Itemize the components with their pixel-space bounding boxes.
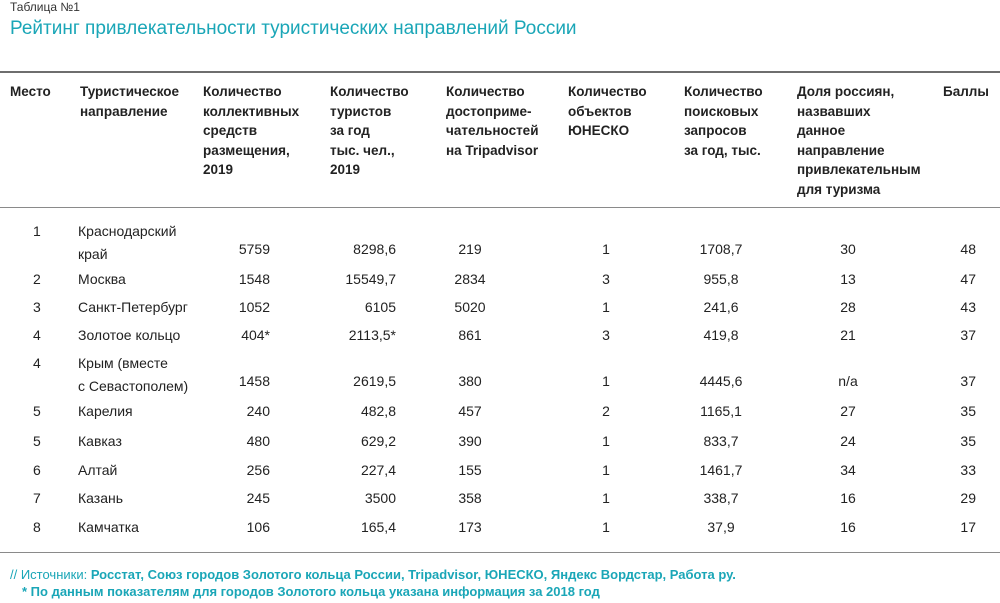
- cell-place: 5: [33, 403, 41, 419]
- sources-line: [10, 567, 736, 582]
- page-title: Рейтинг привлекательности туристических направлений России: [10, 18, 577, 39]
- column-header-line: направление: [80, 103, 168, 119]
- cell-sights: 219: [458, 241, 482, 257]
- column-header-line: 2019: [203, 162, 234, 177]
- destination-line: Москва: [78, 271, 126, 287]
- cell-unesco: 3: [602, 271, 610, 287]
- cell-destination: [78, 430, 122, 453]
- column-header-line: Место: [10, 84, 51, 99]
- column-header-line: данное: [797, 123, 846, 138]
- column-header-place: [10, 82, 51, 102]
- cell-tourists: 6105: [364, 299, 396, 315]
- cell-share: 16: [840, 519, 856, 535]
- cell-destination: [78, 352, 188, 398]
- cell-unesco: 2: [602, 403, 610, 419]
- cell-sights: 358: [458, 490, 482, 506]
- cell-accommodation: 245: [246, 490, 270, 506]
- cell-search: 338,7: [703, 490, 739, 506]
- column-header-line: Количество: [203, 84, 282, 99]
- cell-destination: [78, 268, 126, 291]
- cell-score: 37: [960, 327, 976, 343]
- column-header-line: назвавших: [797, 103, 871, 119]
- sources-list: Росстат, Союз городов Золотого кольца России, Tripadvisor, ЮНЕСКО, Яндекс Вордстар, Работа ру.: [90, 567, 736, 582]
- cell-accommodation: 5759: [238, 241, 270, 257]
- destination-line: Кавказ: [78, 433, 122, 449]
- column-header-line: средств: [203, 123, 258, 138]
- cell-score: 47: [960, 271, 976, 287]
- column-header-score: [943, 82, 989, 102]
- cell-place: 6: [33, 462, 41, 478]
- cell-share: 16: [840, 490, 856, 506]
- destination-line: Крым (вместе: [78, 355, 168, 371]
- cell-search: 1461,7: [699, 462, 743, 478]
- cell-place: 5: [33, 433, 41, 449]
- column-header-search: [684, 82, 763, 160]
- cell-score: 37: [960, 373, 976, 389]
- cell-sights: 155: [458, 462, 482, 478]
- column-header-line: 2019: [330, 162, 361, 177]
- cell-destination: [78, 487, 123, 510]
- column-header-tourists: [330, 82, 409, 180]
- cell-score: 35: [960, 403, 976, 419]
- column-header-line: направление: [797, 142, 885, 158]
- cell-place: 3: [33, 299, 41, 315]
- destination-line: Казань: [78, 490, 124, 506]
- cell-accommodation: 1548: [238, 271, 270, 287]
- cell-tourists: 15549,7: [345, 271, 396, 287]
- destination-line: Карелия: [78, 403, 133, 419]
- cell-search: 1708,7: [699, 241, 743, 257]
- column-header-line: за год, тыс.: [684, 142, 761, 158]
- cell-search: 955,8: [703, 271, 739, 287]
- cell-tourists: 629,2: [360, 433, 396, 449]
- column-header-line: на Tripadvisor: [446, 142, 539, 158]
- cell-tourists: 165,4: [360, 519, 396, 535]
- column-header-line: привлекательным: [797, 162, 921, 177]
- cell-tourists: 3500: [364, 490, 396, 506]
- bottom-divider: [0, 552, 1000, 553]
- cell-sights: 173: [458, 519, 482, 535]
- column-header-unesco: [568, 82, 647, 141]
- cell-destination: [78, 516, 139, 539]
- column-header-share: [797, 82, 921, 199]
- column-header-line: Количество: [684, 84, 763, 99]
- cell-tourists: 8298,6: [353, 241, 396, 257]
- cell-share: 30: [840, 241, 856, 257]
- cell-share: 21: [840, 327, 856, 343]
- cell-accommodation: 106: [246, 519, 270, 535]
- cell-share: n/a: [838, 373, 858, 389]
- column-header-line: Количество: [330, 84, 409, 99]
- cell-share: 34: [840, 462, 856, 478]
- column-header-line: объектов: [568, 103, 632, 119]
- cell-accommodation: 1052: [238, 299, 270, 315]
- cell-accommodation: 480: [246, 433, 270, 449]
- cell-score: 29: [960, 490, 976, 506]
- column-header-line: поисковых: [684, 103, 759, 119]
- cell-place: 7: [33, 490, 41, 506]
- column-header-line: Количество: [568, 84, 647, 99]
- column-header-line: туристов: [330, 103, 392, 119]
- cell-unesco: 3: [602, 327, 610, 343]
- cell-search: 37,9: [707, 519, 735, 535]
- cell-place: 2: [33, 271, 41, 287]
- cell-place: 4: [33, 327, 41, 343]
- column-header-line: Количество: [446, 84, 525, 99]
- footnote: * По данным показателям для городов Золотого кольца указана информация за 2018 год: [22, 584, 600, 599]
- cell-tourists: 482,8: [360, 403, 396, 419]
- column-header-line: чательностей: [446, 123, 539, 138]
- destination-line: Камчатка: [78, 519, 139, 535]
- column-header-line: коллективных: [203, 103, 300, 119]
- cell-tourists: 2619,5: [353, 373, 396, 389]
- cell-search: 241,6: [703, 299, 739, 315]
- column-header-accommodation: [203, 82, 299, 180]
- cell-unesco: 1: [602, 241, 610, 257]
- cell-unesco: 1: [602, 299, 610, 315]
- cell-score: 17: [960, 519, 976, 535]
- cell-sights: 390: [458, 433, 482, 449]
- destination-line: край: [78, 246, 108, 262]
- cell-score: 43: [960, 299, 976, 315]
- column-header-line: размещения,: [203, 142, 290, 158]
- top-divider: [0, 71, 1000, 73]
- cell-accommodation: 240: [246, 403, 270, 419]
- cell-accommodation: 256: [246, 462, 270, 478]
- cell-share: 27: [840, 403, 856, 419]
- cell-score: 35: [960, 433, 976, 449]
- cell-tourists: 227,4: [360, 462, 396, 478]
- cell-destination: [78, 324, 180, 347]
- cell-unesco: 1: [602, 433, 610, 449]
- table-number-label: Таблица №1: [10, 0, 80, 14]
- cell-share: 28: [840, 299, 856, 315]
- column-header-line: запросов: [684, 123, 747, 138]
- column-header-line: за год: [330, 123, 370, 138]
- column-header-name: [80, 82, 179, 121]
- cell-search: 833,7: [703, 433, 739, 449]
- cell-sights: 380: [458, 373, 482, 389]
- cell-accommodation: 1458: [238, 373, 270, 389]
- cell-destination: [78, 220, 176, 266]
- cell-place: 1: [33, 223, 41, 239]
- cell-sights: 861: [458, 327, 482, 343]
- cell-share: 13: [840, 271, 856, 287]
- destination-line: Золотое кольцо: [78, 327, 181, 343]
- cell-score: 48: [960, 241, 976, 257]
- cell-unesco: 1: [602, 490, 610, 506]
- column-header-sights: [446, 82, 539, 160]
- column-header-line: Доля россиян,: [797, 84, 895, 99]
- cell-destination: [78, 296, 188, 319]
- cell-unesco: 1: [602, 519, 610, 535]
- destination-line: Краснодарский: [78, 223, 177, 239]
- cell-sights: 2834: [454, 271, 486, 287]
- destination-line: Санкт-Петербург: [78, 299, 188, 315]
- cell-tourists: 2113,5*: [348, 327, 396, 343]
- cell-destination: [78, 459, 117, 482]
- cell-score: 33: [960, 462, 976, 478]
- cell-sights: 457: [458, 403, 482, 419]
- sources-prefix: // Источники:: [10, 567, 91, 582]
- cell-search: 4445,6: [699, 373, 743, 389]
- cell-destination: [78, 400, 133, 423]
- cell-place: 8: [33, 519, 41, 535]
- column-header-line: для туризма: [797, 181, 881, 197]
- destination-line: с Севастополем): [78, 378, 189, 394]
- cell-search: 1165,1: [700, 403, 742, 419]
- header-divider: [0, 207, 1000, 208]
- cell-place: 4: [33, 355, 41, 371]
- cell-sights: 5020: [454, 299, 486, 315]
- column-header-line: тыс. чел.,: [330, 142, 395, 158]
- cell-search: 419,8: [703, 327, 739, 343]
- column-header-line: ЮНЕСКО: [568, 123, 630, 138]
- cell-unesco: 1: [602, 373, 610, 389]
- cell-accommodation: 404*: [241, 327, 270, 343]
- cell-unesco: 1: [602, 462, 610, 478]
- column-header-line: достоприме-: [446, 103, 532, 119]
- destination-line: Алтай: [78, 462, 118, 478]
- column-header-line: Баллы: [943, 84, 989, 99]
- column-header-line: Туристическое: [80, 84, 180, 99]
- cell-share: 24: [840, 433, 856, 449]
